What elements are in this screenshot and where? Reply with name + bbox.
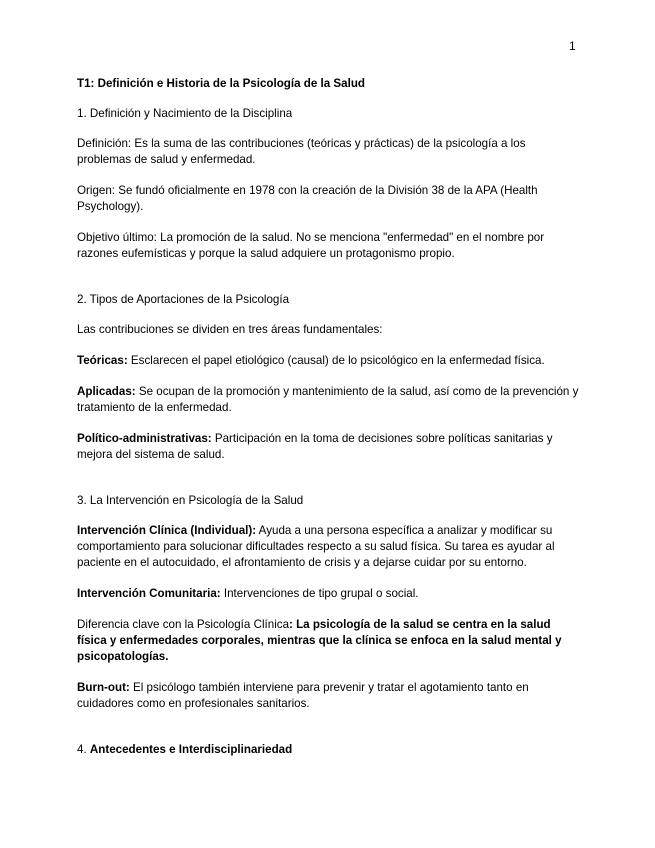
aportacion-term: Aplicadas: (77, 385, 136, 398)
comunitaria-term: Intervención Comunitaria: (77, 587, 221, 600)
section-2-heading: 2. Tipos de Aportaciones de la Psicología (77, 293, 290, 306)
section-3-heading: 3. La Intervención en Psicología de la Salud (77, 494, 304, 507)
burnout-term: Burn-out: (77, 681, 130, 694)
intervencion-comunitaria (77, 586, 582, 602)
burnout-paragraph (77, 680, 582, 712)
aportacion-aplicadas (77, 384, 582, 416)
document-body (77, 76, 582, 772)
diferencia-clave (77, 617, 582, 665)
aportacion-politico (77, 431, 582, 463)
burnout-text: El psicólogo también interviene para prevenir y tratar el agotamiento tanto en cuidadores como en profesionales sanitarios. (77, 681, 529, 710)
intervencion-clinica (77, 523, 582, 571)
diferencia-bold: : La psicología de la salud se centra en la salud física y enfermedades corporales, mientras que la clínica se enfoca en la salud mental y psicopatologías. (77, 618, 562, 663)
section-1-heading: 1. Definición y Nacimiento de la Disciplina (77, 107, 293, 120)
aportacion-text: Se ocupan de la promoción y mantenimiento de la salud, así como de la prevención y tratamiento de la enfermedad. (77, 385, 579, 414)
objetivo-paragraph: Objetivo último: La promoción de la salud. No se menciona "enfermedad" en el nombre por razones eufemísticas y porque la salud adquiere un protagonismo propio. (77, 231, 545, 260)
page-number: 1 (569, 39, 576, 53)
clinica-text: Ayuda a una persona específica a analizar y modificar su comportamiento para solucionar dificultades respecto a su salud física. Su tarea es ayudar al paciente en el autocuidado, el afrontamiento de crisis y a dejarse cuidar por su entorno. (77, 524, 555, 569)
section-4-number: 4. (77, 743, 90, 756)
aportacion-term: Teóricas: (77, 354, 128, 367)
aportacion-text: Esclarecen el papel etiológico (causal) de lo psicológico en la enfermedad física. (127, 354, 545, 367)
origen-paragraph: Origen: Se fundó oficialmente en 1978 con la creación de la División 38 de la APA (Health Psychology). (77, 184, 538, 213)
aportacion-text: Participación en la toma de decisiones sobre políticas sanitarias y mejora del sistema de salud. (77, 432, 553, 461)
aportacion-teoricas (77, 353, 582, 369)
section-4-heading (77, 742, 582, 758)
comunitaria-text: Intervenciones de tipo grupal o social. (220, 587, 419, 600)
section-2-intro: Las contribuciones se dividen en tres áreas fundamentales: (77, 323, 383, 336)
section-4-title: Antecedentes e Interdisciplinariedad (89, 743, 293, 756)
clinica-term: Intervención Clínica (Individual): (77, 524, 257, 537)
aportacion-term: Político-administrativas: (77, 432, 212, 445)
document-title: T1: Definición e Historia de la Psicología de la Salud (77, 77, 365, 90)
diferencia-lead: Diferencia clave con la Psicología Clínica (77, 618, 290, 631)
definicion-paragraph: Definición: Es la suma de las contribuciones (teóricas y prácticas) de la psicología a los problemas de salud y enfermedad. (77, 137, 526, 166)
